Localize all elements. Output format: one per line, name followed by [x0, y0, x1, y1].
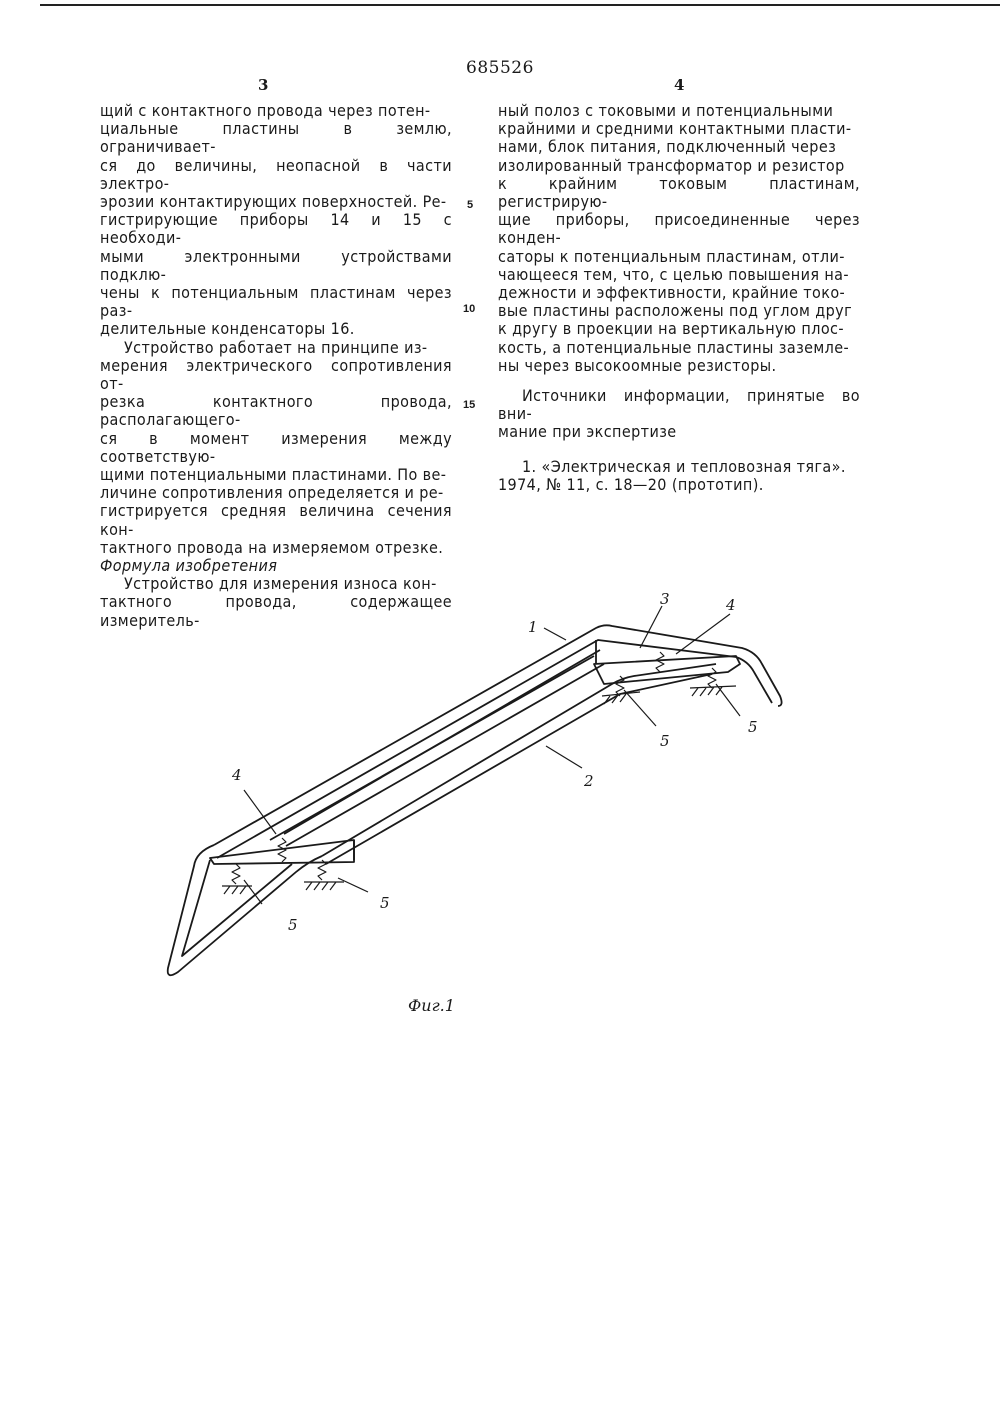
text-line: 1. «Электрическая и тепловозная тяга».: [522, 456, 846, 476]
text-line: тактного провода на измеряемом отрезке.: [100, 537, 444, 557]
label-2: 2: [584, 772, 594, 790]
leader-2: [546, 746, 582, 768]
top-rule: [40, 4, 1000, 6]
inner-rail: [322, 664, 716, 856]
text-line: 1974, № 11, с. 18—20 (прототип).: [498, 474, 764, 494]
text-line: гистрирующие приборы 14 и 15 с необходи-: [100, 210, 452, 248]
leader-3: [640, 606, 662, 648]
claim-text: [498, 102, 860, 375]
text-line: ный полоз с токовыми и потенциальными: [498, 101, 834, 120]
spring-5: [318, 860, 326, 880]
label-4-top: 4: [726, 596, 736, 614]
line-number-5: 5: [467, 199, 474, 211]
paragraph-1: [100, 102, 452, 339]
text-line: мерения электрического сопротивления от-: [100, 355, 452, 394]
figure-caption: Фиг.1: [408, 996, 455, 1015]
text-line: чающееся тем, что, с целью повышения на-: [498, 264, 849, 284]
skid-box-side: [284, 650, 604, 846]
leader-5: [716, 684, 740, 716]
text-line: щими потенциальными пластинами. По ве-: [100, 465, 447, 485]
spring-5: [232, 864, 240, 884]
text-line: эрозии контактирующих поверхностей. Ре-: [100, 192, 447, 212]
text-line: делительные конденсаторы 16.: [100, 319, 355, 339]
skid-outer-frame: [214, 625, 782, 845]
label-4-left: 4: [232, 766, 242, 784]
text-line: Источники информации, принятые во вни-: [498, 386, 860, 424]
text-line: щие приборы, присоединенные через конден-: [498, 210, 860, 248]
paragraph-2: [100, 339, 452, 557]
text-line: чены к потенциальным пластинам через раз-: [100, 283, 452, 321]
leader-5: [338, 878, 368, 892]
text-line: ся до величины, неопасной в части электро-: [100, 155, 452, 193]
text-line: дежности и эффективности, крайние токо-: [498, 283, 846, 303]
inner-rail-b: [326, 674, 712, 864]
leader-1: [544, 628, 566, 640]
page-number-left: 3: [258, 76, 269, 94]
leader-5: [624, 690, 656, 726]
spring-5: [708, 668, 716, 688]
text-line: кость, а потенциальные пластины заземле-: [498, 337, 850, 357]
text-line: личине сопротивления определяется и ре-: [100, 483, 444, 503]
text-line: циальные пластины в землю, ограничивает-: [100, 119, 452, 157]
line-number-10: 10: [463, 303, 476, 315]
text-line: ны через высокоомные резисторы.: [498, 355, 777, 375]
spring-4-right: [656, 652, 664, 672]
text-line: щий с контактного провода через потен-: [100, 101, 431, 120]
label-5: 5: [660, 732, 670, 750]
patent-number: 685526: [466, 58, 534, 78]
paragraph-3: [100, 575, 452, 630]
page-number-right: 4: [674, 76, 685, 94]
label-5: 5: [748, 718, 758, 736]
ground-right: [602, 686, 736, 704]
text-line: к крайним токовым пластинам, регистрирую-: [498, 173, 860, 212]
ground-left: [222, 882, 344, 894]
text-line: крайними и средними контактными пласти-: [498, 119, 852, 139]
label-1: 1: [528, 618, 538, 636]
label-5: 5: [380, 894, 390, 912]
line-number-15: 15: [463, 399, 476, 411]
claims-heading: Формула изобретения: [100, 556, 278, 576]
skid-box-top: [270, 656, 594, 840]
skid-outer-frame-inner: [217, 640, 772, 858]
left-column: [100, 102, 452, 630]
left-plate-block: [210, 840, 354, 864]
text-line: саторы к потенциальным пластинам, отли-: [498, 246, 845, 266]
sources-heading: [498, 387, 860, 442]
right-column: [498, 102, 860, 494]
right-plate-block: [594, 656, 740, 684]
text-line: тактного провода, содержащее измеритель-: [100, 592, 452, 630]
text-line: вые пластины расположены под углом друг: [498, 301, 853, 321]
text-line: мание при экспертизе: [498, 422, 677, 442]
leader-4-top: [676, 614, 730, 654]
text-line: ся в момент измерения между соответствую-: [100, 428, 452, 466]
leader-4-left: [244, 790, 276, 834]
text-line: нами, блок питания, подключенный через: [498, 137, 837, 157]
text-line: мыми электронными устройствами подклю-: [100, 246, 452, 284]
text-line: резка контактного провода, располагающего-: [100, 392, 452, 430]
text-line: Устройство для измерения износа кон-: [124, 574, 437, 594]
text-line: Устройство работает на принципе из-: [124, 337, 428, 357]
left-horn: [168, 845, 322, 975]
leader-5: [244, 880, 262, 904]
label-5: 5: [288, 916, 298, 934]
text-line: гистрируется средняя величина сечения кон-: [100, 501, 452, 539]
spring-5: [616, 676, 624, 696]
left-horn-inner: [182, 860, 292, 956]
reference-1: [498, 458, 860, 494]
label-3: 3: [660, 590, 670, 608]
text-line: к другу в проекции на вертикальную плос-: [498, 319, 844, 339]
spring-4-left: [278, 838, 286, 862]
text-line: изолированный трансформатор и резистор: [498, 155, 845, 175]
